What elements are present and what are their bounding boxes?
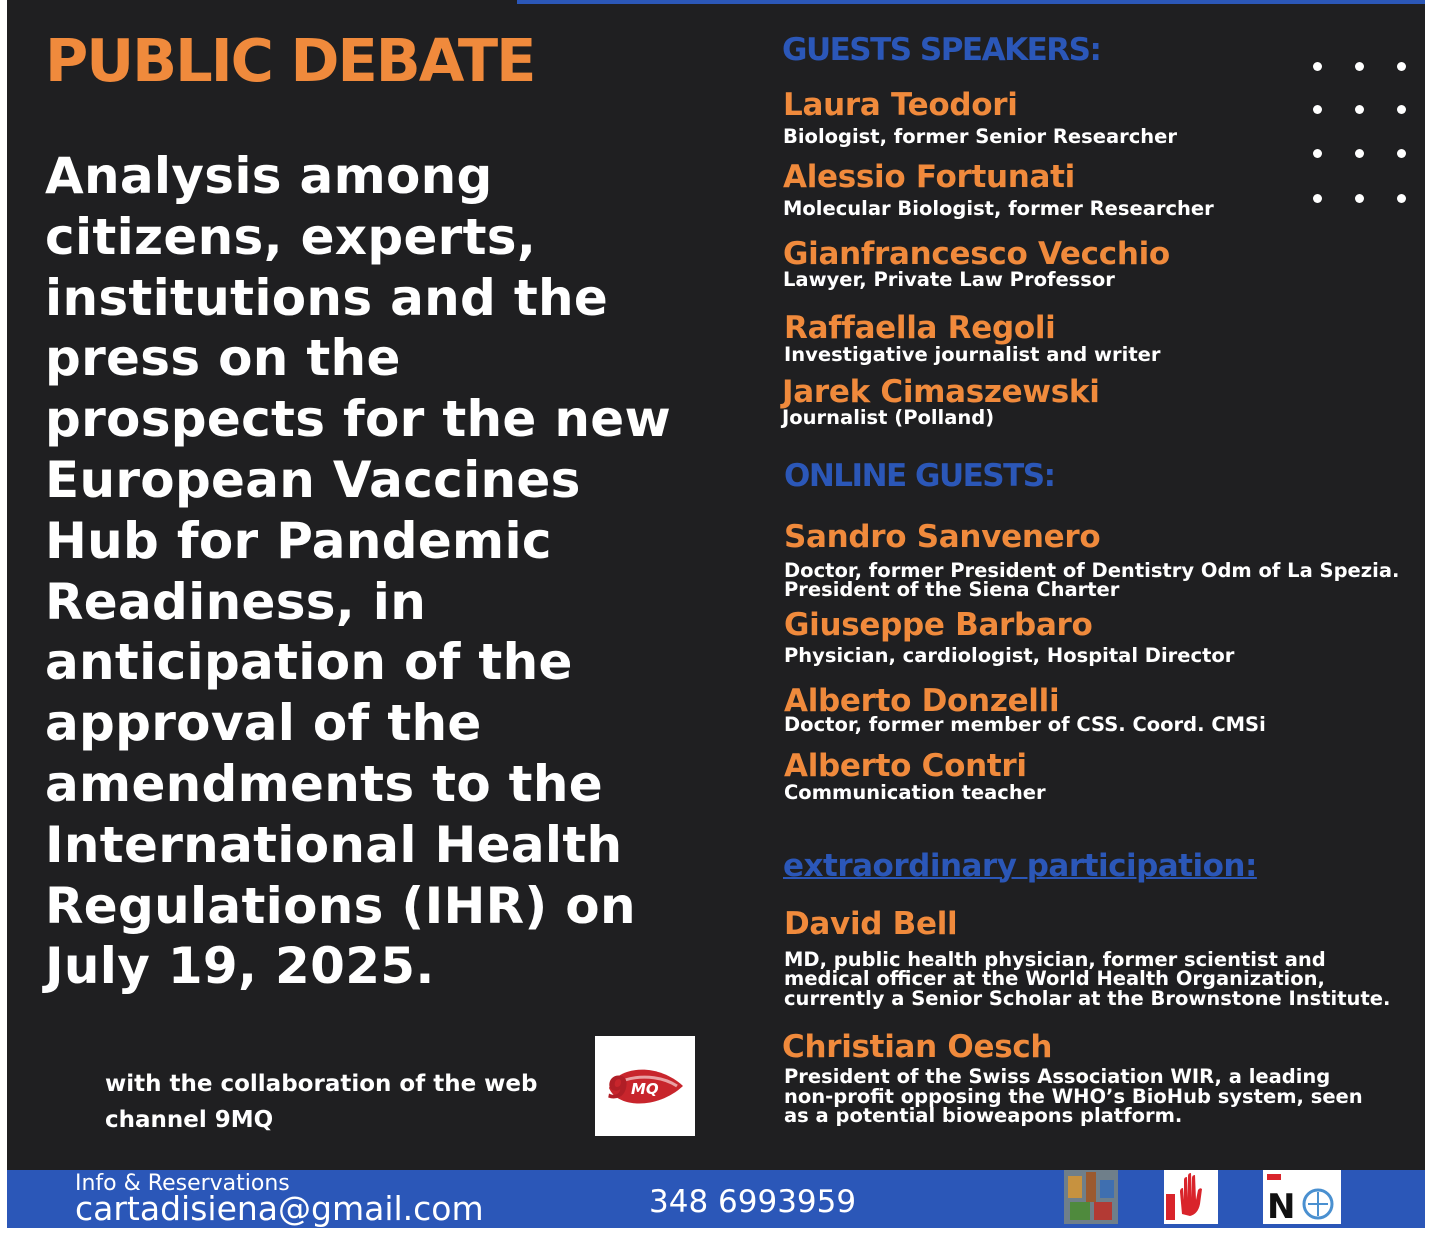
collaboration-line: channel 9MQ bbox=[105, 1107, 274, 1133]
headline-line: Readiness, in bbox=[45, 572, 427, 631]
headline-line: citizens, experts, bbox=[45, 207, 537, 266]
speaker-name: Alberto Contri bbox=[784, 748, 1027, 784]
headline-line: institutions and the bbox=[45, 268, 609, 327]
speaker-role: Molecular Biologist, former Researcher bbox=[783, 197, 1214, 220]
online-guests-heading: ONLINE GUESTS: bbox=[784, 458, 1055, 494]
speaker-role: non-profit opposing the WHO’s BioHub system, seen bbox=[784, 1085, 1363, 1108]
dot bbox=[1355, 105, 1364, 114]
speaker-name: Christian Oesch bbox=[782, 1029, 1053, 1065]
headline-line: International Health bbox=[45, 815, 623, 874]
speaker-role: Communication teacher bbox=[784, 781, 1046, 804]
headline-line: prospects for the new bbox=[45, 390, 671, 449]
headline-line: Regulations (IHR) on bbox=[45, 876, 636, 935]
speaker-role: Doctor, former member of CSS. Coord. CMSi bbox=[784, 713, 1266, 736]
collaboration-note bbox=[105, 1066, 575, 1138]
n-logo-letter: N bbox=[1267, 1187, 1296, 1224]
speaker-role: currently a Senior Scholar at the Brownstone Institute. bbox=[784, 987, 1391, 1010]
speaker-role: Biologist, former Senior Researcher bbox=[783, 125, 1178, 148]
headline-line: anticipation of the bbox=[45, 633, 573, 692]
footer-bar bbox=[7, 1170, 1425, 1228]
stop-hand-logo-icon bbox=[1164, 1170, 1218, 1224]
speaker-role: Doctor, former President of Dentistry Odm of La Spezia. bbox=[784, 559, 1400, 582]
speaker-name: Giuseppe Barbaro bbox=[784, 607, 1093, 643]
speaker-role: Investigative journalist and writer bbox=[784, 343, 1161, 366]
speaker-name: David Bell bbox=[784, 906, 958, 942]
speaker-role: medical officer at the World Health Organization, bbox=[784, 967, 1325, 990]
dot bbox=[1313, 105, 1322, 114]
dot bbox=[1355, 62, 1364, 71]
speaker-role: President of the Swiss Association WIR, a leading bbox=[784, 1065, 1331, 1088]
svg-text:MQ: MQ bbox=[631, 1080, 659, 1098]
decorative-dot-grid-icon bbox=[1299, 56, 1419, 216]
extraordinary-heading: extraordinary participation: bbox=[783, 848, 1257, 884]
9mq-logo bbox=[595, 1036, 695, 1136]
headline-line: July 19, 2025. bbox=[45, 937, 435, 996]
speaker-name: Sandro Sanvenero bbox=[784, 519, 1101, 555]
svg-text:9: 9 bbox=[607, 1071, 628, 1106]
speaker-name: Gianfrancesco Vecchio bbox=[783, 236, 1170, 272]
left-column bbox=[45, 26, 745, 997]
dot bbox=[1355, 194, 1364, 203]
headline-line: European Vaccines bbox=[45, 450, 581, 509]
speaker-name: Jarek Cimaszewski bbox=[782, 374, 1100, 410]
guests-heading: GUESTS SPEAKERS: bbox=[782, 32, 1101, 68]
speaker-role: as a potential bioweapons platform. bbox=[784, 1104, 1183, 1127]
dot bbox=[1313, 62, 1322, 71]
9mq-logo-icon bbox=[595, 1036, 695, 1136]
speaker-role: Physician, cardiologist, Hospital Director bbox=[784, 644, 1235, 667]
headline-line: Hub for Pandemic bbox=[45, 511, 552, 570]
n-who-logo-icon bbox=[1263, 1170, 1341, 1224]
dot bbox=[1397, 194, 1406, 203]
headline-line: Analysis among bbox=[45, 147, 493, 205]
speaker-name: Raffaella Regoli bbox=[784, 310, 1056, 346]
event-title: PUBLIC DEBATE bbox=[45, 26, 535, 95]
dot bbox=[1355, 149, 1364, 158]
event-headline bbox=[45, 146, 745, 997]
speaker-role: MD, public health physician, former scientist and bbox=[784, 948, 1326, 971]
contact-email[interactable]: cartadisiena@gmail.com bbox=[75, 1189, 484, 1228]
speaker-role: President of the Siena Charter bbox=[784, 578, 1120, 601]
speaker-name: Alberto Donzelli bbox=[784, 683, 1060, 719]
dot bbox=[1313, 194, 1322, 203]
speaker-name: Alessio Fortunati bbox=[783, 159, 1075, 195]
headline-line: amendments to the bbox=[45, 754, 603, 813]
speaker-role: Lawyer, Private Law Professor bbox=[783, 268, 1115, 291]
collaboration-line: with the collaboration of the web bbox=[105, 1071, 538, 1097]
dot bbox=[1397, 149, 1406, 158]
dot bbox=[1313, 149, 1322, 158]
speaker-name: Laura Teodori bbox=[783, 87, 1018, 123]
top-accent-line bbox=[517, 0, 1425, 4]
dot bbox=[1397, 62, 1406, 71]
contact-phone[interactable]: 348 6993959 bbox=[649, 1184, 857, 1220]
headline-line: approval of the bbox=[45, 694, 482, 753]
headline-line: press on the bbox=[45, 329, 401, 388]
speaker-role: Journalist (Polland) bbox=[782, 406, 995, 429]
city-collage-logo-icon bbox=[1064, 1170, 1118, 1224]
poster bbox=[7, 0, 1425, 1170]
dot bbox=[1397, 105, 1406, 114]
info-label: Info & Reservations bbox=[75, 1171, 290, 1196]
